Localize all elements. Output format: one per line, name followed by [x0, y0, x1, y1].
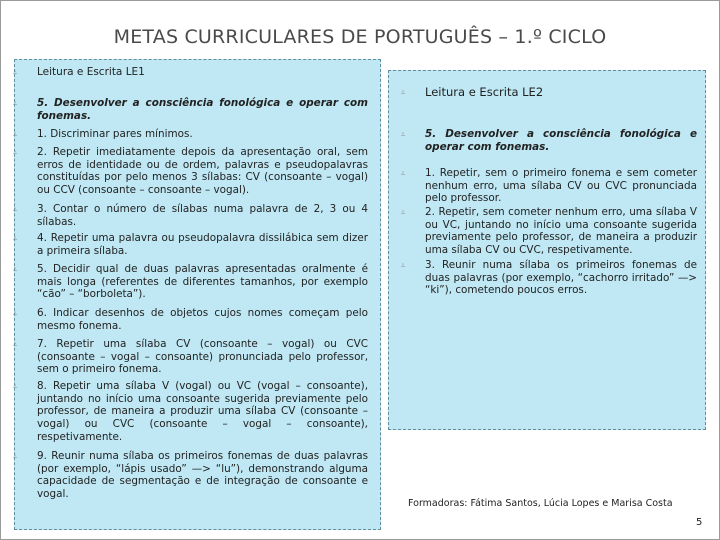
le1-goal: ೭ 5. Desenvolver a consciência fonológica e operar com fonemas.: [13, 97, 368, 122]
le2-item: ೭ 2. Repetir, sem cometer nenhum erro, uma sílaba V ou VC, juntando no início uma consoante sugerida previamente pelo professor, de maneira a produzir uma sílaba CV ou CVC, respetivamente.: [401, 206, 697, 257]
bullet-icon: ೭: [13, 67, 18, 76]
bullet-icon: ೭: [13, 98, 18, 107]
le1-item: ೭ 9. Reunir numa sílaba os primeiros fonemas de duas palavras (por exemplo, “lápis usado” —> “lu”), demonstrando alguma capacidade de segmentação e de integração de consoante e vogal.: [13, 450, 368, 501]
footer-credits: Formadoras: Fátima Santos, Lúcia Lopes e Marisa Costa: [408, 498, 673, 509]
page-number: 5: [696, 517, 703, 528]
le2-item: ೭ 3. Reunir numa sílaba os primeiros fonemas de duas palavras (por exemplo, “cachorro irritado” —> “ki”), cometendo poucos erros.: [401, 259, 697, 297]
bullet-icon: ೭: [401, 260, 406, 269]
le1-item: ೭ 6. Indicar desenhos de objetos cujos nomes começam pelo mesmo fonema.: [13, 307, 368, 332]
bullet-icon: ೭: [401, 87, 406, 96]
le1-item: ೭ 8. Repetir uma sílaba V (vogal) ou VC (vogal – consoante), juntando no início uma consoante sugerida previamente pelo professor, de maneira a produzir uma sílaba CV (consoante – vogal) ou CVC (consoante – vogal – consoante), respetivamente.: [13, 380, 368, 443]
le2-goal: ೭ 5. Desenvolver a consciência fonológica e operar com fonemas.: [401, 128, 697, 153]
bullet-icon: ೭: [13, 204, 18, 213]
le1-item: ೭ 5. Decidir qual de duas palavras apresentadas oralmente é mais longa (referentes de diferentes tamanhos, por exemplo “cão” – “borboleta”).: [13, 263, 368, 301]
le1-item: ೭ 1. Discriminar pares mínimos.: [13, 128, 193, 140]
bullet-icon: ೭: [13, 264, 18, 273]
bullet-icon: ೭: [13, 339, 18, 348]
bullet-icon: ೭: [13, 451, 18, 460]
bullet-icon: ೭: [13, 233, 18, 242]
le1-item: ೭ 4. Repetir uma palavra ou pseudopalavra dissilábica sem dizer a primeira sílaba.: [13, 232, 368, 257]
bullet-icon: ೭: [13, 147, 18, 156]
le1-heading: ೭ Leitura e Escrita LE1: [13, 66, 145, 78]
slide-title: METAS CURRICULARES DE PORTUGUÊS – 1.º CICLO: [113, 26, 607, 48]
le2-item: ೭ 1. Repetir, sem o primeiro fonema e sem cometer nenhum erro, uma sílaba CV ou CVC pronunciada pelo professor.: [401, 167, 697, 205]
le1-item: ೭ 7. Repetir uma sílaba CV (consoante – vogal) ou CVC (consoante – vogal – consoante) pronunciada pelo professor, sem o primeiro fonema.: [13, 338, 368, 376]
bullet-icon: ೭: [401, 129, 406, 138]
bullet-icon: ೭: [401, 168, 406, 177]
bullet-icon: ೭: [401, 207, 406, 216]
bullet-icon: ೭: [13, 308, 18, 317]
le1-item: ೭ 2. Repetir imediatamente depois da apresentação oral, sem erros de identidade ou de ordem, palavras e pseudopalavras constituídas por pelo menos 3 sílabas: CV (consoante – vogal) ou CCV (consoante – consoante – vogal).: [13, 146, 368, 197]
le1-item: ೭ 3. Contar o número de sílabas numa palavra de 2, 3 ou 4 sílabas.: [13, 203, 368, 228]
bullet-icon: ೭: [13, 381, 18, 390]
le2-heading: ೭ Leitura e Escrita LE2: [401, 85, 544, 99]
bullet-icon: ೭: [13, 129, 18, 138]
